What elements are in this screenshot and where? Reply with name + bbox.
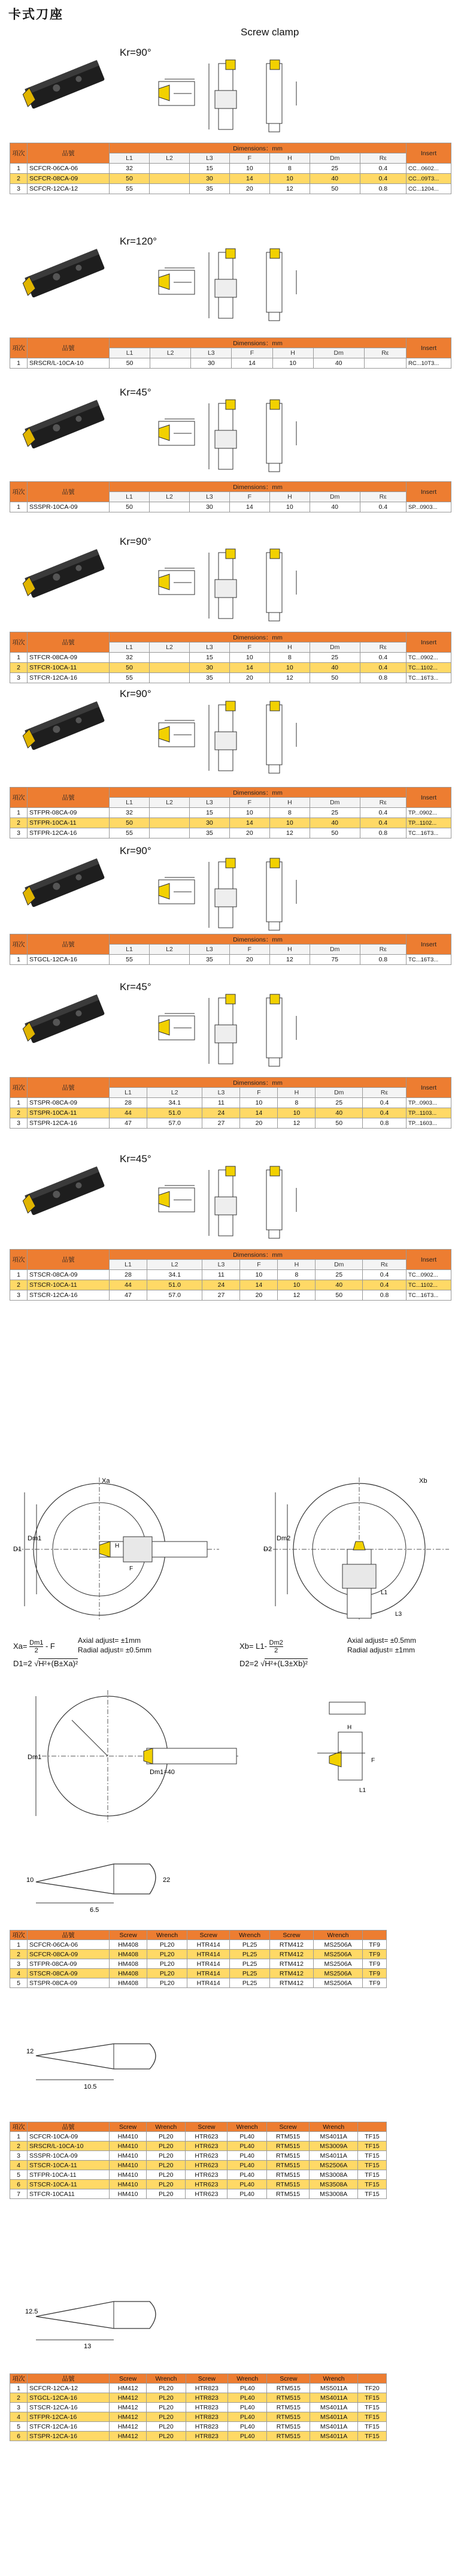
col-Rε: Rε: [364, 348, 406, 358]
col-pn: 品號: [28, 1250, 110, 1270]
col-L2: L2: [150, 348, 191, 358]
col-dims: Dimensions：mm: [110, 1078, 407, 1088]
col-L3: L3: [202, 1260, 240, 1270]
tool-photo-2: [14, 236, 116, 313]
dimension-table-3: [10, 481, 451, 512]
xa-formula-tail: - F: [45, 1641, 55, 1651]
table-row: 4 STFPR-12CA-16 HM412 PL20 HTR823 PL40 RTM515 MS4011A TF15: [10, 2412, 387, 2422]
table-row: 1 STFPR-08CA-09 32 15 10 8 25 0.4 TP...0902...: [10, 808, 451, 818]
kr-angle-label: Kr=45°: [120, 1153, 151, 1165]
col-L3: L3: [189, 643, 229, 653]
dm1-label-2: Dm1: [28, 1754, 42, 1761]
xa-denominator: 2: [34, 1647, 38, 1654]
dimension-table-7: [10, 1077, 451, 1129]
kr-angle-label: Kr=45°: [120, 387, 151, 398]
table-row: 3 STFPR-12CA-16 55 35 20 12 50 0.8 TC...16T3...: [10, 828, 451, 838]
d1-root: H²+(B±Xa)²: [38, 1659, 78, 1668]
f-label-c: F: [371, 1757, 375, 1764]
col-H: H: [272, 348, 313, 358]
col-Rε: Rε: [360, 153, 407, 164]
tool-photo-5: [14, 688, 116, 766]
col-L2: L2: [149, 643, 189, 653]
section-schematic-1: [147, 58, 350, 138]
col-no: 項次: [10, 1250, 28, 1270]
adjust-diagram-b: [239, 1474, 455, 1624]
col-no: 項次: [10, 143, 28, 164]
table-row: 2 STSPR-10CA-11 44 51.0 24 14 10 40 0.4 TP...1103...: [10, 1108, 451, 1118]
col-L1: L1: [110, 492, 150, 502]
col-Rε: Rε: [363, 1088, 407, 1098]
d1-label: D1: [13, 1546, 22, 1553]
l1-label-c: L1: [359, 1787, 366, 1794]
col-Dm: Dm: [310, 492, 360, 502]
table-row: 1 STSCR-08CA-09 28 34.1 11 10 8 25 0.4 TC...0902...: [10, 1270, 451, 1280]
col-L2: L2: [147, 1088, 202, 1098]
table-row: 6 STSCR-10CA-11 HM410 PL20 HTR623 PL40 RTM515 MS3508A TF15: [10, 2180, 387, 2189]
kr-angle-label: Kr=90°: [120, 688, 151, 699]
dimension-table-5: [10, 787, 451, 838]
col-L3: L3: [191, 348, 232, 358]
col-L1: L1: [110, 643, 150, 653]
kr-angle-label: Kr=45°: [120, 981, 151, 993]
col-L2: L2: [149, 153, 189, 164]
col-Dm: Dm: [310, 153, 360, 164]
col-Rε: Rε: [363, 1260, 407, 1270]
kr-angle-label: Kr=90°: [120, 845, 151, 856]
xa-formula-label: Xa=: [13, 1641, 28, 1651]
screw-drawing-3: [24, 2290, 180, 2349]
col-F: F: [229, 492, 269, 502]
col-Dm: Dm: [316, 1088, 363, 1098]
dm1-40-label: Dm1=40: [150, 1769, 175, 1776]
tool-photo-3: [14, 387, 116, 464]
col-H: H: [278, 1088, 316, 1098]
accessory-table-1: 項次 品號 Screw Wrench Screw Wrench Screw Wrench 1 SCFCR-06CA-06 HM408 PL20 HTR414 PL25 RTM412 MS2506A TF9 2 SCFCR-08CA-09 HM408 PL20 HTR414 PL25 RTM412 MS2506A TF9 3 STFPR-08CA-09 HM408 PL20 HTR414 PL25 RTM412 MS2506A TF9 4 STSCR-08CA-09 HM408 PL20 HTR414 PL25 RTM412 MS2506A TF9 5 STSPR-08CA-09 HM408 PL20 HTR414 PL25 RTM412 MS2506A TF9: [10, 1930, 387, 1988]
section-schematic-7: [147, 992, 350, 1073]
h-label-c: H: [347, 1724, 352, 1731]
d2-root: H²+(L3±Xb)²: [265, 1659, 308, 1668]
table-row: 5 STSPR-08CA-09 HM408 PL20 HTR414 PL25 RTM412 MS2506A TF9: [10, 1978, 387, 1988]
col-L2: L2: [147, 1260, 202, 1270]
xa-label: Xa: [102, 1477, 110, 1485]
radial-adjust-b: Radial adjust= ±1mm: [347, 1646, 415, 1654]
screw-drawing-2: [24, 2032, 180, 2092]
formula-d1: D1=2 √H²+(B±Xa)²: [13, 1659, 78, 1668]
dim-12-5: 12.5: [25, 2308, 38, 2315]
col-dims: Dimensions：mm: [110, 1250, 407, 1260]
col-L2: L2: [149, 945, 189, 955]
col-H: H: [269, 492, 310, 502]
col-H: H: [269, 945, 310, 955]
table-row: 3 SCFCR-12CA-12 55 35 20 12 50 0.8 CC...1204...: [10, 184, 451, 194]
dim-13: 13: [84, 2343, 92, 2349]
col-F: F: [232, 348, 272, 358]
col-L3: L3: [189, 492, 229, 502]
dim-10-5: 10.5: [84, 2083, 97, 2091]
table-row: 2 SRSCR/L-10CA-10 HM410 PL20 HTR623 PL40 RTM515 MS3009A TF15: [10, 2141, 387, 2151]
xb-numerator: Dm2: [269, 1639, 283, 1646]
tool-photo-7: [14, 981, 116, 1059]
col-dims: Dimensions：mm: [110, 338, 407, 348]
col-dims: Dimensions：mm: [110, 788, 407, 798]
col-pn: 品號: [28, 338, 110, 358]
formula-d2: D2=2 √H²+(L3±Xb)²: [239, 1659, 308, 1668]
col-Dm: Dm: [316, 1260, 363, 1270]
col-L3: L3: [189, 153, 229, 164]
section-schematic-5: [147, 699, 350, 780]
col-insert: Insert: [407, 1078, 451, 1098]
col-L3: L3: [189, 798, 229, 808]
f-label-a: F: [129, 1565, 134, 1572]
col-no: 項次: [10, 338, 28, 358]
table-row: 1 STSPR-08CA-09 28 34.1 11 10 8 25 0.4 TP...0903...: [10, 1098, 451, 1108]
kr-angle-label: Kr=120°: [120, 236, 157, 247]
col-dims: Dimensions：mm: [110, 482, 407, 492]
table-row: 1 STGCL-12CA-16 55 35 20 12 75 0.8 TC...16T3...: [10, 955, 451, 965]
col-insert: Insert: [407, 338, 451, 358]
section-schematic-4: [147, 547, 350, 628]
xb-formula-label: Xb= L1-: [239, 1641, 267, 1651]
xa-numerator: Dm1: [29, 1639, 44, 1646]
table-row: 2 STSCR-10CA-11 44 51.0 24 14 10 40 0.4 TC...1102...: [10, 1280, 451, 1290]
section-schematic-2: [147, 246, 350, 327]
table-row: 3 SSSPR-10CA-09 HM410 PL20 HTR623 PL40 RTM515 MS4011A TF15: [10, 2151, 387, 2161]
col-no: 項次: [10, 632, 28, 653]
dm1-label: Dm1: [28, 1535, 42, 1542]
accessory-table-2: 項次 品號 Screw Wrench Screw Wrench Screw Wrench 1 SCFCR-10CA-09 HM410 PL20 HTR623 PL40 RTM515 MS4011A TF15 2 SRSCR/L-10CA-10 HM410 PL20 HTR623 PL40 RTM515 MS3009A TF15 3 SSSPR-10CA-09 HM410 PL20 HTR623 PL40 RTM515 MS4011A TF15 4 STSCR-10CA-11 HM410 PL20 HTR623 PL40 RTM515 MS2506A TF15 5 STFPR-10CA-11 HM410 PL20 HTR623 PL40 RTM515 MS3008A TF15 6 STSCR-10CA-11 HM410 PL20 HTR623 PL40 RTM515 MS3508A TF15 7 STFCR-10CA11 HM410 PL20 HTR623 PL40 RTM515 MS3008A TF15: [10, 2122, 387, 2199]
table-row: 4 STSCR-10CA-11 HM410 PL20 HTR623 PL40 RTM515 MS2506A TF15: [10, 2161, 387, 2170]
col-insert: Insert: [407, 482, 451, 502]
screw-clamp-label: Screw clamp: [241, 26, 299, 38]
table-row: 3 STFCR-12CA-16 55 35 20 12 50 0.8 TC...16T3...: [10, 673, 451, 683]
h-label-a: H: [115, 1543, 120, 1549]
dim-10: 10: [26, 1877, 34, 1884]
col-no: 項次: [10, 788, 28, 808]
col-Rε: Rε: [360, 492, 407, 502]
col-Dm: Dm: [313, 348, 364, 358]
dim-22: 22: [163, 1877, 171, 1884]
l1-label-b: L1: [381, 1589, 388, 1596]
dm2-label: Dm2: [277, 1535, 291, 1542]
table-row: 1 SCFCR-06CA-06 HM408 PL20 HTR414 PL25 RTM412 MS2506A TF9: [10, 1940, 387, 1950]
dimension-table-6: [10, 934, 451, 965]
table-row: 2 STFCR-10CA-11 50 30 14 10 40 0.4 TC...1102...: [10, 663, 451, 673]
table-row: 1 STFCR-08CA-09 32 15 10 8 25 0.4 TC...0902...: [10, 653, 451, 663]
l3-label-b: L3: [395, 1611, 402, 1618]
dimension-table-2: [10, 337, 451, 369]
col-insert: Insert: [407, 934, 451, 955]
col-Dm: Dm: [310, 798, 360, 808]
col-L1: L1: [110, 1088, 147, 1098]
col-pn: 品號: [28, 934, 110, 955]
d2-formula-label: D2=2: [239, 1659, 259, 1668]
col-H: H: [278, 1260, 316, 1270]
col-insert: Insert: [407, 1250, 451, 1270]
col-L2: L2: [149, 798, 189, 808]
kr-angle-label: Kr=90°: [120, 536, 151, 547]
table-row: 1 SSSPR-10CA-09 50 30 14 10 40 0.4 SP...0903...: [10, 502, 451, 512]
tool-photo-4: [14, 536, 116, 614]
tool-photo-6: [14, 845, 116, 923]
section-schematic-6: [147, 856, 350, 937]
col-F: F: [229, 153, 269, 164]
col-F: F: [229, 945, 269, 955]
col-L1: L1: [110, 348, 150, 358]
table-row: 1 SRSCR/L-10CA-10 50 30 14 10 40 RC...10T3...: [10, 358, 451, 369]
table-row: 2 STGCL-12CA-16 HM412 PL20 HTR823 PL40 RTM515 MS4011A TF15: [10, 2393, 387, 2403]
col-pn: 品號: [28, 143, 110, 164]
table-row: 1 SCFCR-10CA-09 HM410 PL20 HTR623 PL40 RTM515 MS4011A TF15: [10, 2132, 387, 2141]
adjust-diagram-a: [10, 1474, 225, 1624]
table-row: 3 STSCR-12CA-16 47 57.0 27 20 12 50 0.8 TC...16T3...: [10, 1290, 451, 1301]
section-schematic-8: [147, 1164, 350, 1245]
col-Dm: Dm: [310, 945, 360, 955]
dimension-table-4: [10, 632, 451, 683]
col-L3: L3: [189, 945, 229, 955]
axial-adjust-b: Axial adjust= ±0.5mm: [347, 1636, 416, 1645]
col-insert: Insert: [407, 143, 451, 164]
axial-adjust-a: Axial adjust= ±1mm: [78, 1636, 141, 1645]
col-insert: Insert: [407, 788, 451, 808]
dim-6-5: 6.5: [90, 1907, 99, 1914]
table-row: 3 STSCR-12CA-16 HM412 PL20 HTR823 PL40 RTM515 MS4011A TF15: [10, 2403, 387, 2412]
table-row: 2 SCFCR-08CA-09 50 30 14 10 40 0.4 CC...09T3...: [10, 174, 451, 184]
table-row: 5 STFPR-10CA-11 HM410 PL20 HTR623 PL40 RTM515 MS3008A TF15: [10, 2170, 387, 2180]
table-row: 5 STFCR-12CA-16 HM412 PL20 HTR823 PL40 RTM515 MS4011A TF15: [10, 2422, 387, 2432]
boring-diagram: [24, 1684, 251, 1828]
table-row: 3 STFPR-08CA-09 HM408 PL20 HTR414 PL25 RTM412 MS2506A TF9: [10, 1959, 387, 1969]
col-dims: Dimensions：mm: [110, 632, 407, 643]
screw-drawing-1: [24, 1852, 180, 1924]
col-F: F: [229, 643, 269, 653]
col-pn: 品號: [28, 482, 110, 502]
col-no: 項次: [10, 1078, 28, 1098]
col-no: 項次: [10, 482, 28, 502]
kr-angle-label: Kr=90°: [120, 47, 151, 58]
dim-12: 12: [26, 2048, 34, 2055]
col-pn: 品號: [28, 632, 110, 653]
col-insert: Insert: [407, 632, 451, 653]
table-row: 1 SCFCR-06CA-06 32 15 10 8 25 0.4 CC...0602...: [10, 164, 451, 174]
col-Rε: Rε: [360, 643, 407, 653]
dimension-table-8: [10, 1249, 451, 1301]
xb-label: Xb: [419, 1477, 427, 1485]
tool-photo-8: [14, 1153, 116, 1231]
col-pn: 品號: [28, 1078, 110, 1098]
col-Rε: Rε: [360, 798, 407, 808]
table-row: 4 STSCR-08CA-09 HM408 PL20 HTR414 PL25 RTM412 MS2506A TF9: [10, 1969, 387, 1978]
tool-photo-1: [14, 47, 116, 125]
page-title: 卡式刀座: [8, 8, 63, 22]
col-dims: Dimensions：mm: [110, 934, 407, 945]
col-F: F: [229, 798, 269, 808]
accessory-table-3: 項次 品號 Screw Wrench Screw Wrench Screw Wrench 1 SCFCR-12CA-12 HM412 PL20 HTR823 PL40 RTM515 MS5011A TF20 2 STGCL-12CA-16 HM412 PL20 HTR823 PL40 RTM515 MS4011A TF15 3 STSCR-12CA-16 HM412 PL20 HTR823 PL40 RTM515 MS4011A TF15 4 STFPR-12CA-16 HM412 PL20 HTR823 PL40 RTM515 MS4011A TF15 5 STFCR-12CA-16 HM412 PL20 HTR823 PL40 RTM515 MS4011A TF15 6 STSPR-12CA-16 HM412 PL20 HTR823 PL40 RTM515 MS4011A TF15: [10, 2373, 387, 2441]
table-row: 1 SCFCR-12CA-12 HM412 PL20 HTR823 PL40 RTM515 MS5011A TF20: [10, 2384, 387, 2393]
col-L1: L1: [110, 945, 150, 955]
col-L3: L3: [202, 1088, 240, 1098]
d2-label: D2: [263, 1546, 272, 1553]
col-Rε: Rε: [360, 945, 407, 955]
radial-adjust-a: Radial adjust= ±0.5mm: [78, 1646, 151, 1654]
col-L2: L2: [149, 492, 189, 502]
table-row: 2 STFPR-10CA-11 50 30 14 10 40 0.4 TP...1102...: [10, 818, 451, 828]
insert-diagram: [305, 1696, 425, 1816]
col-Dm: Dm: [310, 643, 360, 653]
col-dims: Dimensions：mm: [110, 143, 407, 153]
col-no: 項次: [10, 934, 28, 955]
section-schematic-3: [147, 397, 350, 478]
col-pn: 品號: [28, 788, 110, 808]
col-F: F: [240, 1260, 278, 1270]
table-row: 2 SCFCR-08CA-09 HM408 PL20 HTR414 PL25 RTM412 MS2506A TF9: [10, 1950, 387, 1959]
formula-xb: [239, 1639, 283, 1654]
d1-formula-label: D1=2: [13, 1659, 32, 1668]
xb-denominator: 2: [274, 1647, 278, 1654]
col-L1: L1: [110, 153, 150, 164]
table-row: 6 STSPR-12CA-16 HM412 PL20 HTR823 PL40 RTM515 MS4011A TF15: [10, 2432, 387, 2441]
col-L1: L1: [110, 1260, 147, 1270]
table-row: 3 STSPR-12CA-16 47 57.0 27 20 12 50 0.8 TP...1603...: [10, 1118, 451, 1129]
col-L1: L1: [110, 798, 150, 808]
table-row: 7 STFCR-10CA11 HM410 PL20 HTR623 PL40 RTM515 MS3008A TF15: [10, 2189, 387, 2199]
col-H: H: [269, 798, 310, 808]
dimension-table-1: [10, 143, 451, 194]
col-H: H: [269, 643, 310, 653]
col-F: F: [240, 1088, 278, 1098]
col-H: H: [269, 153, 310, 164]
formula-xa: [13, 1639, 55, 1654]
